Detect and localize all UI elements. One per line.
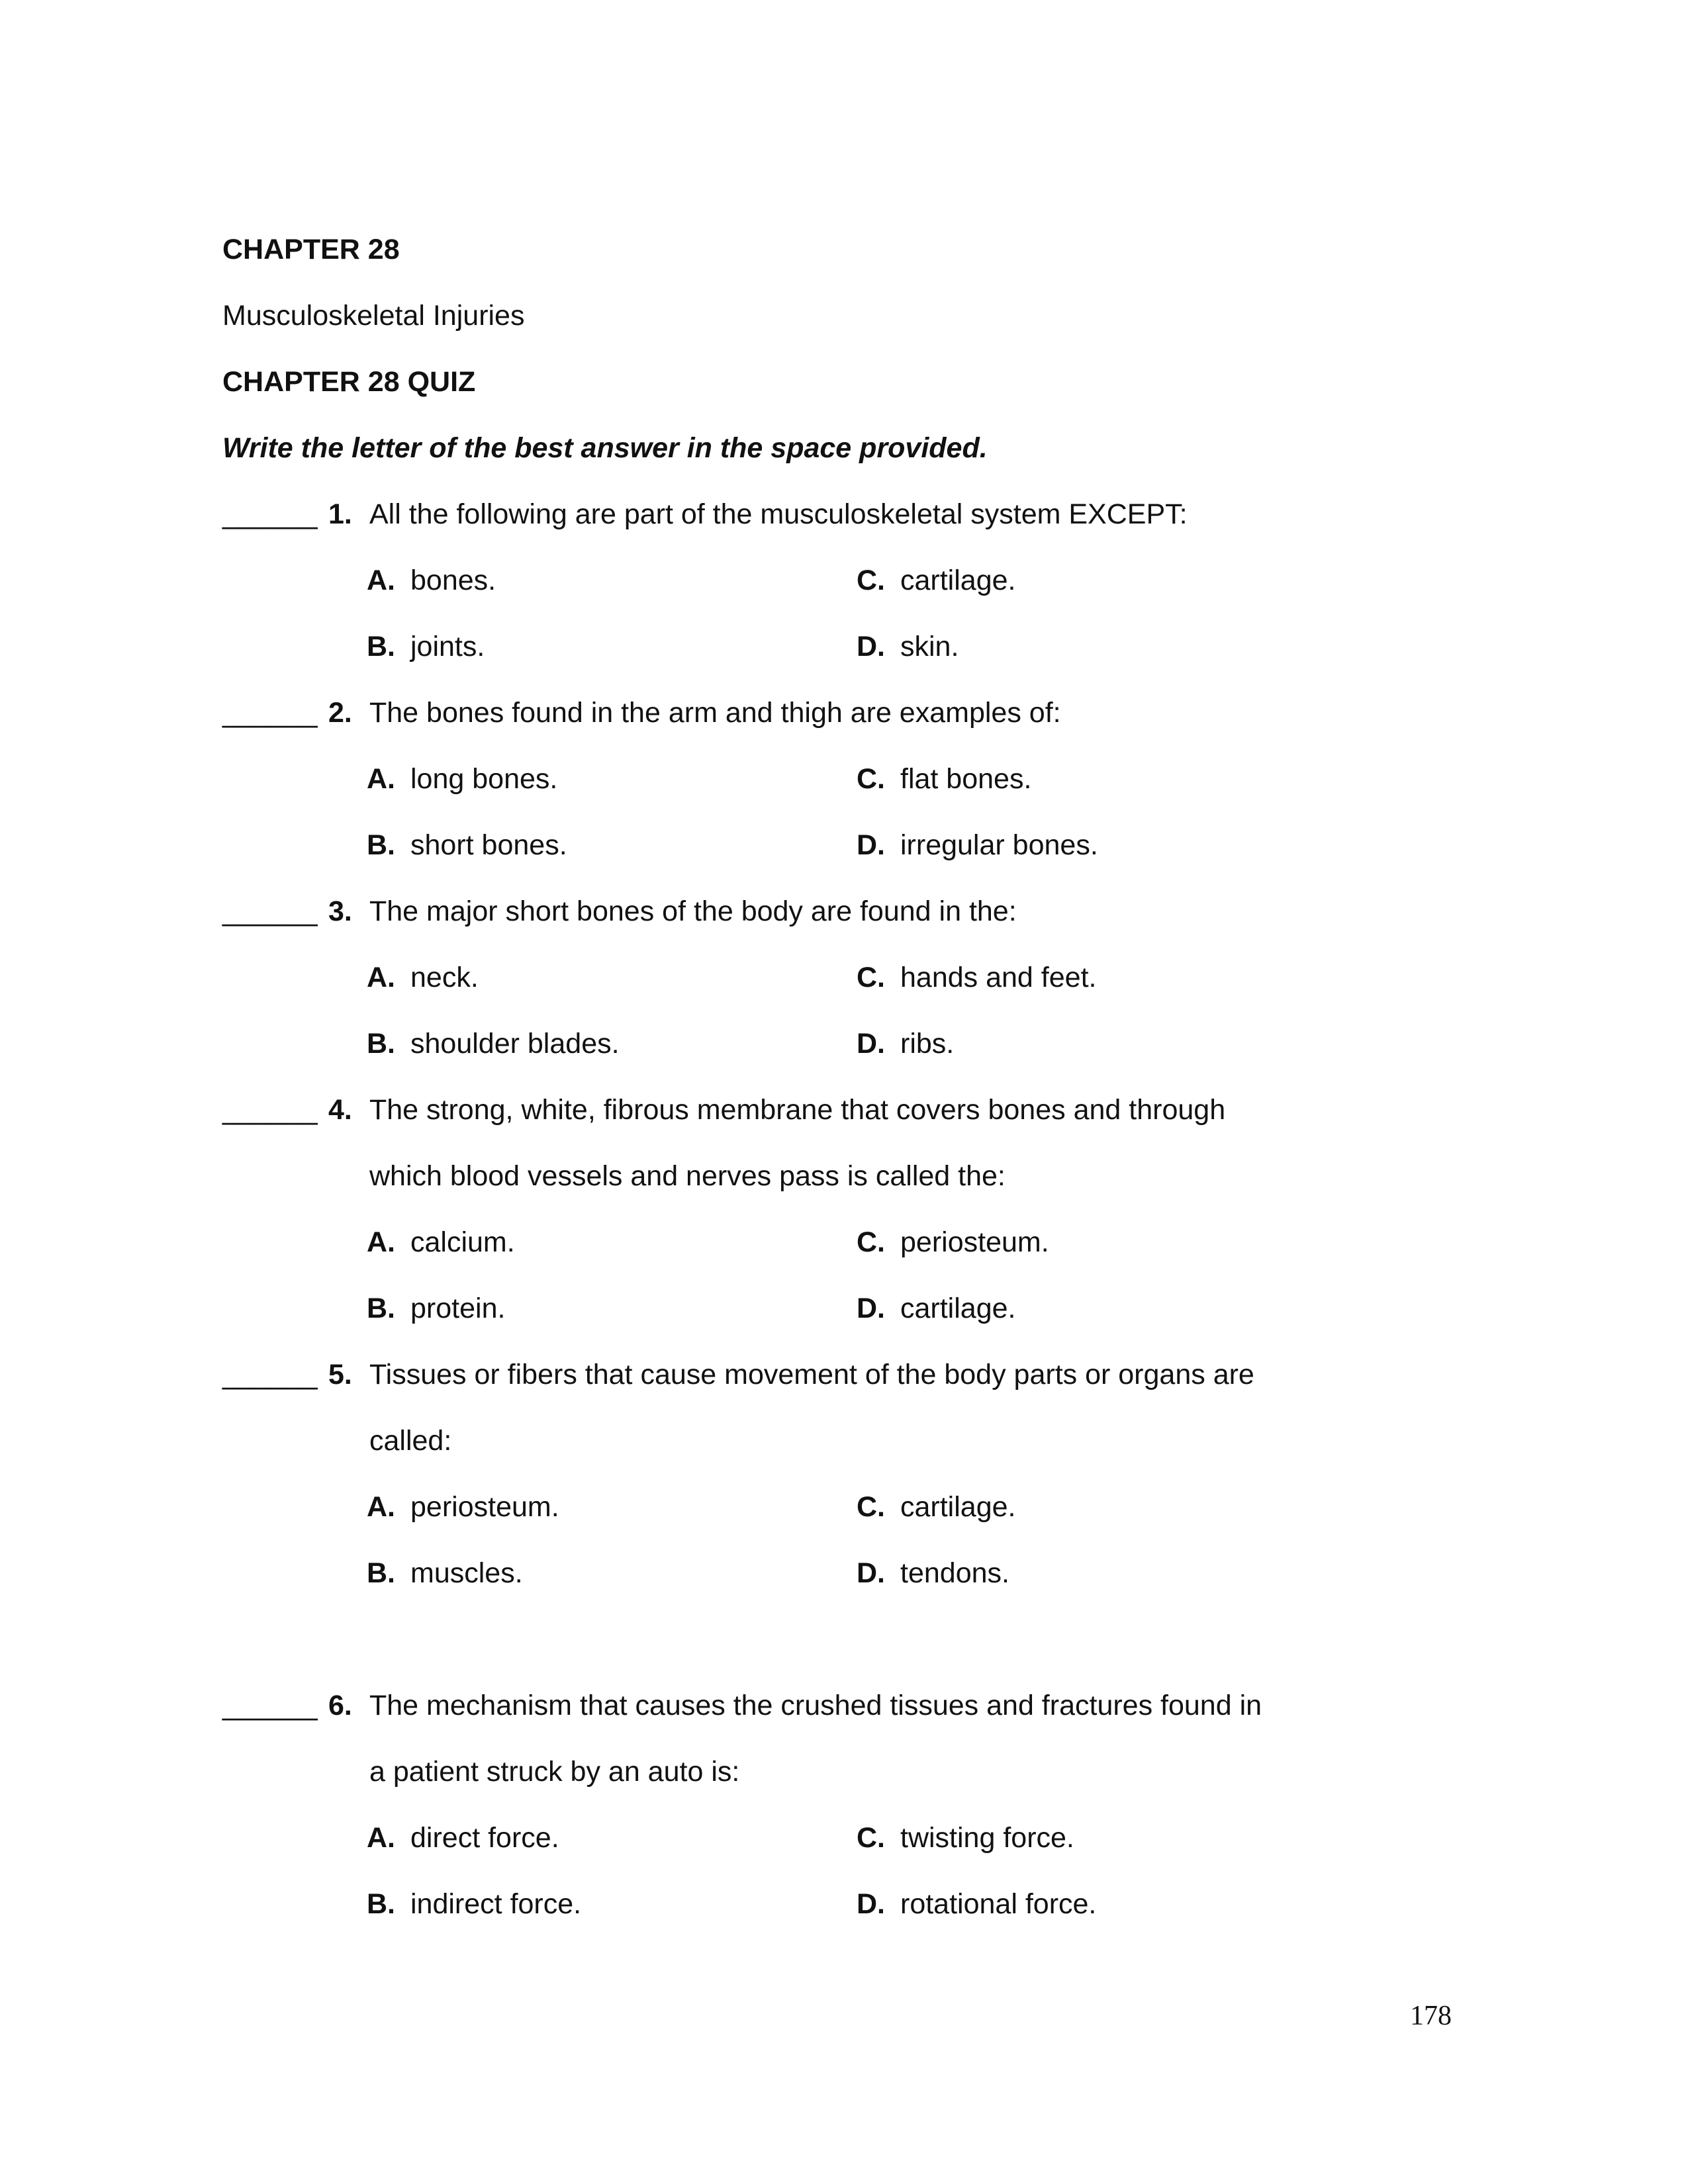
answer-blank[interactable]: ______ <box>222 498 318 530</box>
option-c-letter: C. <box>857 1491 885 1523</box>
option-b-letter: B. <box>367 1557 395 1589</box>
option-c-text: hands and feet. <box>900 962 1097 993</box>
option-c-letter: C. <box>857 565 885 596</box>
question-text: The bones found in the arm and thigh are examples of: <box>369 697 1061 729</box>
option-c-text: cartilage. <box>900 1491 1016 1523</box>
option-a-letter: A. <box>367 962 395 993</box>
question-text-line-1: Tissues or fibers that cause movement of the body parts or organs are <box>369 1359 1254 1390</box>
option-a-text: long bones. <box>410 763 558 795</box>
option-a-text: neck. <box>410 962 479 993</box>
chapter-heading: CHAPTER 28 <box>222 234 400 265</box>
option-a-letter: A. <box>367 1226 395 1258</box>
answer-blank[interactable]: ______ <box>222 1359 318 1390</box>
option-b-text: protein. <box>410 1293 506 1324</box>
question-text-line-2: which blood vessels and nerves pass is called the: <box>369 1160 1006 1192</box>
option-b-letter: B. <box>367 1888 395 1920</box>
option-b-text: joints. <box>410 631 485 662</box>
answer-blank[interactable]: ______ <box>222 895 318 927</box>
option-a-letter: A. <box>367 1491 395 1523</box>
quiz-title: CHAPTER 28 QUIZ <box>222 366 476 398</box>
option-c-letter: C. <box>857 1226 885 1258</box>
answer-blank[interactable]: ______ <box>222 1690 318 1721</box>
option-b-letter: B. <box>367 829 395 861</box>
page-number: 178 <box>1410 2001 1452 2031</box>
option-b-text: short bones. <box>410 829 567 861</box>
option-c-text: cartilage. <box>900 565 1016 596</box>
option-d-text: tendons. <box>900 1557 1009 1589</box>
question-number: 3. <box>328 895 352 927</box>
answer-blank[interactable]: ______ <box>222 1094 318 1126</box>
option-c-letter: C. <box>857 763 885 795</box>
option-d-text: ribs. <box>900 1028 955 1060</box>
option-a-text: periosteum. <box>410 1491 559 1523</box>
option-d-letter: D. <box>857 1028 885 1060</box>
option-c-letter: C. <box>857 1822 885 1854</box>
question-number: 2. <box>328 697 352 729</box>
option-a-letter: A. <box>367 763 395 795</box>
option-b-text: muscles. <box>410 1557 523 1589</box>
option-a-letter: A. <box>367 565 395 596</box>
question-text-line-1: The strong, white, fibrous membrane that covers bones and through <box>369 1094 1226 1126</box>
option-a-letter: A. <box>367 1822 395 1854</box>
option-b-letter: B. <box>367 1028 395 1060</box>
option-b-text: shoulder blades. <box>410 1028 620 1060</box>
answer-blank[interactable]: ______ <box>222 697 318 729</box>
option-d-text: skin. <box>900 631 959 662</box>
option-b-letter: B. <box>367 1293 395 1324</box>
option-b-letter: B. <box>367 631 395 662</box>
option-d-letter: D. <box>857 1888 885 1920</box>
question-number: 6. <box>328 1690 352 1721</box>
question-number: 1. <box>328 498 352 530</box>
option-a-text: calcium. <box>410 1226 515 1258</box>
option-c-letter: C. <box>857 962 885 993</box>
option-d-text: irregular bones. <box>900 829 1098 861</box>
option-c-text: twisting force. <box>900 1822 1074 1854</box>
option-c-text: periosteum. <box>900 1226 1049 1258</box>
question-number: 5. <box>328 1359 352 1390</box>
question-number: 4. <box>328 1094 352 1126</box>
option-d-letter: D. <box>857 1557 885 1589</box>
option-d-text: rotational force. <box>900 1888 1097 1920</box>
option-a-text: direct force. <box>410 1822 559 1854</box>
question-text: The major short bones of the body are found in the: <box>369 895 1017 927</box>
question-text-line-2: a patient struck by an auto is: <box>369 1756 740 1788</box>
chapter-subtitle: Musculoskeletal Injuries <box>222 300 525 332</box>
option-d-letter: D. <box>857 1293 885 1324</box>
option-d-letter: D. <box>857 631 885 662</box>
option-b-text: indirect force. <box>410 1888 582 1920</box>
option-d-letter: D. <box>857 829 885 861</box>
question-text-line-2: called: <box>369 1425 452 1457</box>
question-text: All the following are part of the musculoskeletal system EXCEPT: <box>369 498 1188 530</box>
question-text-line-1: The mechanism that causes the crushed tissues and fractures found in <box>369 1690 1262 1721</box>
instructions: Write the letter of the best answer in the space provided. <box>222 432 988 464</box>
option-d-text: cartilage. <box>900 1293 1016 1324</box>
option-a-text: bones. <box>410 565 496 596</box>
option-c-text: flat bones. <box>900 763 1032 795</box>
